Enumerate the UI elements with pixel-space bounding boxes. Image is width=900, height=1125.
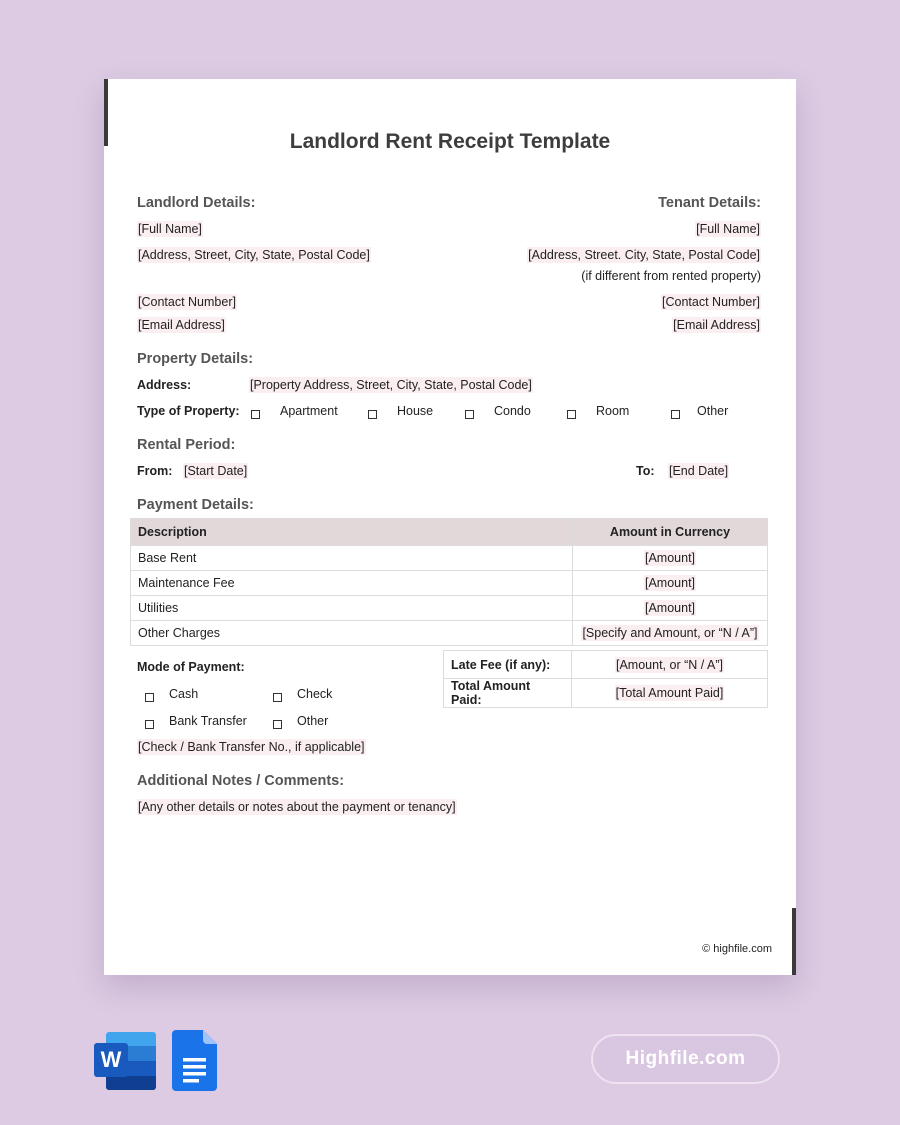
row-amount[interactable]: [Amount] — [644, 551, 696, 565]
other-payment-label: Other — [297, 714, 329, 728]
property-heading: Property Details: — [137, 351, 254, 367]
landlord-contact[interactable]: [Contact Number] — [138, 295, 236, 309]
room-label: Room — [596, 404, 630, 418]
other-payment-checkbox[interactable] — [273, 716, 282, 734]
cash-checkbox[interactable] — [145, 689, 154, 707]
highfile-badge[interactable]: Highfile.com — [591, 1034, 780, 1084]
column-amount: Amount in Currency — [573, 519, 768, 546]
late-fee-row — [444, 651, 768, 679]
payment-table — [130, 518, 768, 646]
house-checkbox[interactable] — [368, 406, 377, 424]
google-docs-icon[interactable] — [172, 1030, 217, 1091]
document-title: Landlord Rent Receipt Template — [289, 130, 611, 153]
row-amount[interactable]: [Amount] — [644, 601, 696, 615]
condo-checkbox[interactable] — [465, 406, 474, 424]
to-label: To: — [636, 464, 655, 478]
apartment-label: Apartment — [280, 404, 338, 418]
tenant-address[interactable]: [Address, Street. City, State, Postal Code] — [528, 248, 760, 262]
check-label: Check — [297, 687, 333, 701]
end-date[interactable]: [End Date] — [669, 464, 729, 478]
row-amount[interactable]: [Amount] — [644, 576, 696, 590]
tenant-full-name[interactable]: [Full Name] — [696, 222, 760, 236]
check-checkbox[interactable] — [273, 689, 282, 707]
table-row — [131, 571, 768, 596]
other-property-label: Other — [697, 404, 729, 418]
rental-period-heading: Rental Period: — [137, 437, 236, 453]
landlord-full-name[interactable]: [Full Name] — [138, 222, 202, 236]
column-description: Description — [131, 519, 573, 546]
late-fee-label: Late Fee (if any): — [444, 651, 572, 679]
bank-transfer-checkbox[interactable] — [145, 716, 154, 734]
totals-table — [443, 650, 768, 708]
other-property-checkbox[interactable] — [671, 406, 680, 424]
table-header-row — [131, 519, 768, 546]
from-label: From: — [137, 464, 173, 478]
apartment-checkbox[interactable] — [251, 406, 260, 424]
tenant-email[interactable]: [Email Address] — [673, 318, 760, 332]
decorative-bar-bottom — [792, 908, 796, 975]
row-description: Base Rent — [131, 546, 573, 571]
tenant-address-note: (if different from rented property) — [581, 269, 761, 283]
bank-transfer-label: Bank Transfer — [169, 714, 247, 728]
tenant-contact[interactable]: [Contact Number] — [662, 295, 760, 309]
start-date[interactable]: [Start Date] — [184, 464, 248, 478]
mode-of-payment-heading: Mode of Payment: — [137, 660, 245, 674]
cash-label: Cash — [169, 687, 199, 701]
property-address-label: Address: — [137, 378, 192, 392]
table-row — [131, 546, 768, 571]
row-description: Utilities — [131, 596, 573, 621]
property-type-label: Type of Property: — [137, 404, 240, 418]
room-checkbox[interactable] — [567, 406, 576, 424]
total-value[interactable]: [Total Amount Paid] — [615, 686, 724, 700]
row-amount[interactable]: [Specify and Amount, or “N / A”] — [582, 626, 758, 640]
notes-heading: Additional Notes / Comments: — [137, 773, 345, 789]
payment-heading: Payment Details: — [137, 497, 254, 513]
tenant-heading: Tenant Details: — [658, 195, 761, 211]
word-icon[interactable] — [94, 1031, 158, 1091]
word-icon-letter: W — [100, 1047, 122, 1072]
row-description: Other Charges — [131, 621, 573, 646]
property-address-value[interactable]: [Property Address, Street, City, State, Postal Code] — [250, 378, 532, 392]
payment-reference[interactable]: [Check / Bank Transfer No., if applicable] — [138, 740, 365, 754]
notes-value[interactable]: [Any other details or notes about the payment or tenancy] — [138, 800, 456, 814]
landlord-heading: Landlord Details: — [137, 195, 256, 211]
late-fee-value[interactable]: [Amount, or “N / A”] — [616, 657, 723, 672]
total-row — [444, 679, 768, 708]
landlord-address[interactable]: [Address, Street, City, State, Postal Code] — [138, 248, 370, 262]
copyright: © highfile.com — [702, 943, 772, 955]
row-description: Maintenance Fee — [131, 571, 573, 596]
table-row — [131, 621, 768, 646]
total-label: Total Amount Paid: — [444, 679, 572, 708]
condo-label: Condo — [494, 404, 531, 418]
house-label: House — [397, 404, 434, 418]
table-row — [131, 596, 768, 621]
landlord-email[interactable]: [Email Address] — [138, 318, 225, 332]
